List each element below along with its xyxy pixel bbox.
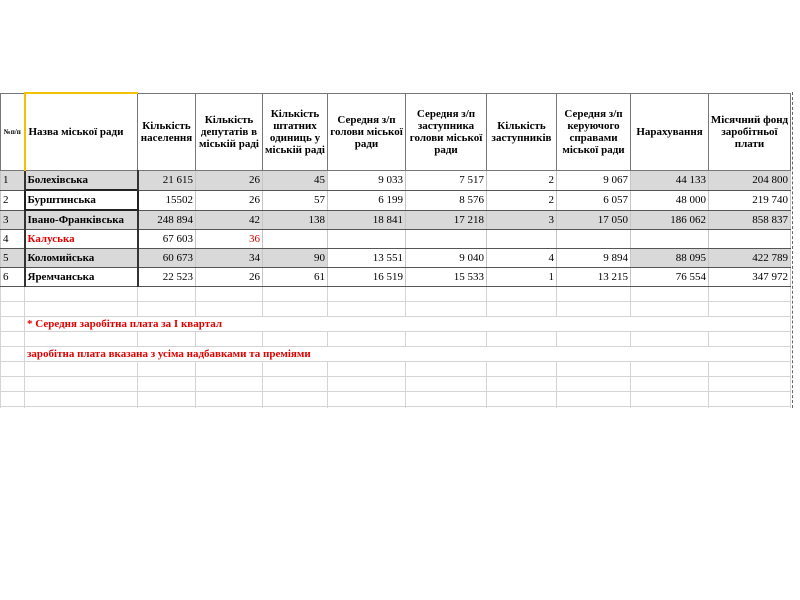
empty-cell[interactable] <box>1 377 25 392</box>
empty-cell[interactable] <box>406 377 487 392</box>
table-row <box>1 249 791 268</box>
cell-deputy-salary[interactable] <box>406 230 487 249</box>
empty-cell[interactable] <box>631 302 709 317</box>
note-quarter[interactable]: * Середня заробітна плата за І квартал <box>25 317 791 332</box>
empty-cell[interactable] <box>263 392 328 407</box>
cell-deputies[interactable]: 26 <box>196 171 263 191</box>
empty-cell[interactable] <box>487 302 557 317</box>
header-name[interactable]: Назва міської ради <box>25 93 138 171</box>
cell-manager-salary[interactable]: 9 894 <box>557 249 631 268</box>
cell-name[interactable]: Бурштинська <box>25 190 138 210</box>
empty-cell[interactable] <box>25 392 138 407</box>
cell-num[interactable]: 5 <box>1 249 25 268</box>
empty-row <box>1 377 791 392</box>
empty-cell[interactable] <box>1 362 25 377</box>
table-row <box>1 190 791 210</box>
cell-deputy-salary[interactable]: 17 218 <box>406 210 487 230</box>
cell-fund[interactable] <box>709 230 791 249</box>
empty-cell[interactable] <box>406 332 487 347</box>
empty-cell[interactable] <box>709 377 791 392</box>
cell-deputies-count[interactable]: 3 <box>487 210 557 230</box>
cell-population[interactable]: 15502 <box>138 190 196 210</box>
empty-cell[interactable] <box>709 392 791 407</box>
cell-name[interactable]: Болехівська <box>25 171 138 191</box>
spreadsheet[interactable] <box>0 92 793 408</box>
empty-cell[interactable] <box>1 302 25 317</box>
cell-deputies-count[interactable]: 2 <box>487 190 557 210</box>
empty-cell[interactable] <box>557 392 631 407</box>
cell-fund[interactable]: 204 800 <box>709 171 791 191</box>
cell-fund[interactable]: 219 740 <box>709 190 791 210</box>
empty-cell[interactable] <box>196 302 263 317</box>
empty-cell[interactable] <box>196 407 263 409</box>
cell-manager-salary[interactable] <box>557 230 631 249</box>
cell-deputies-count[interactable] <box>487 230 557 249</box>
empty-cell[interactable] <box>487 287 557 302</box>
cell-staff[interactable]: 57 <box>263 190 328 210</box>
empty-row <box>1 392 791 407</box>
cell-staff[interactable] <box>263 230 328 249</box>
table-row <box>1 210 791 230</box>
empty-cell[interactable] <box>138 377 196 392</box>
cell-manager-salary[interactable]: 17 050 <box>557 210 631 230</box>
empty-cell[interactable] <box>138 407 196 409</box>
empty-cell[interactable] <box>328 377 406 392</box>
header-deputies[interactable]: Кількість депутатів в міській раді <box>196 93 263 171</box>
cell-manager-salary[interactable]: 6 057 <box>557 190 631 210</box>
table-row <box>1 230 791 249</box>
empty-cell[interactable] <box>709 302 791 317</box>
empty-cell[interactable] <box>487 407 557 409</box>
cell-fund[interactable]: 422 789 <box>709 249 791 268</box>
cell-deputies[interactable]: 26 <box>196 190 263 210</box>
empty-cell[interactable] <box>196 362 263 377</box>
note-bonuses[interactable]: заробітна плата вказана з усіма надбавками та преміями <box>25 347 791 362</box>
empty-cell[interactable] <box>138 332 196 347</box>
header-num[interactable]: №п/п <box>1 93 25 171</box>
cell-manager-salary[interactable]: 13 215 <box>557 268 631 287</box>
empty-cell[interactable] <box>328 287 406 302</box>
cell-head-salary[interactable] <box>328 230 406 249</box>
empty-cell[interactable] <box>25 332 138 347</box>
cell-accrual[interactable]: 44 133 <box>631 171 709 191</box>
empty-cell[interactable] <box>1 317 25 332</box>
empty-cell[interactable] <box>263 377 328 392</box>
empty-cell[interactable] <box>557 407 631 409</box>
cell-fund[interactable]: 347 972 <box>709 268 791 287</box>
empty-cell[interactable] <box>25 287 138 302</box>
empty-cell[interactable] <box>557 377 631 392</box>
cell-population[interactable]: 21 615 <box>138 171 196 191</box>
cell-deputies-count[interactable]: 2 <box>487 171 557 191</box>
cell-name[interactable]: Коломийська <box>25 249 138 268</box>
cell-head-salary[interactable]: 9 033 <box>328 171 406 191</box>
cell-num[interactable]: 6 <box>1 268 25 287</box>
empty-cell[interactable] <box>138 392 196 407</box>
cell-name[interactable]: Яремчанська <box>25 268 138 287</box>
header-population[interactable]: Кількість населення <box>138 93 196 171</box>
cell-head-salary[interactable]: 13 551 <box>328 249 406 268</box>
empty-cell[interactable] <box>631 287 709 302</box>
header-accrual[interactable]: Нарахування <box>631 93 709 171</box>
empty-cell[interactable] <box>487 362 557 377</box>
cell-population[interactable]: 22 523 <box>138 268 196 287</box>
empty-cell[interactable] <box>1 407 25 409</box>
empty-cell[interactable] <box>25 407 138 409</box>
empty-cell[interactable] <box>328 407 406 409</box>
empty-cell[interactable] <box>263 332 328 347</box>
empty-cell[interactable] <box>196 377 263 392</box>
empty-row <box>1 362 791 377</box>
cell-deputy-salary[interactable]: 7 517 <box>406 171 487 191</box>
empty-cell[interactable] <box>557 287 631 302</box>
empty-cell[interactable] <box>263 302 328 317</box>
empty-cell[interactable] <box>1 392 25 407</box>
header-deputy-salary[interactable]: Середня з/п заступника голови міської ради <box>406 93 487 171</box>
cell-head-salary[interactable]: 18 841 <box>328 210 406 230</box>
empty-row <box>1 407 791 409</box>
empty-cell[interactable] <box>1 287 25 302</box>
empty-cell[interactable] <box>138 362 196 377</box>
empty-cell[interactable] <box>263 362 328 377</box>
salary-table <box>0 92 791 408</box>
cell-deputies[interactable]: 36 <box>196 230 263 249</box>
empty-cell[interactable] <box>406 407 487 409</box>
empty-cell[interactable] <box>487 332 557 347</box>
empty-cell[interactable] <box>196 287 263 302</box>
empty-cell[interactable] <box>631 332 709 347</box>
empty-cell[interactable] <box>406 392 487 407</box>
empty-cell[interactable] <box>138 302 196 317</box>
empty-cell[interactable] <box>557 302 631 317</box>
cell-fund[interactable]: 858 837 <box>709 210 791 230</box>
empty-cell[interactable] <box>406 287 487 302</box>
cell-deputies[interactable]: 42 <box>196 210 263 230</box>
cell-staff[interactable]: 90 <box>263 249 328 268</box>
empty-cell[interactable] <box>328 302 406 317</box>
header-head-salary[interactable]: Середня з/п голови міської ради <box>328 93 406 171</box>
empty-cell[interactable] <box>328 392 406 407</box>
empty-cell[interactable] <box>263 407 328 409</box>
empty-cell[interactable] <box>631 362 709 377</box>
cell-accrual[interactable] <box>631 230 709 249</box>
cell-deputies[interactable]: 34 <box>196 249 263 268</box>
cell-staff[interactable]: 45 <box>263 171 328 191</box>
header-staff[interactable]: Кількість штатних одиниць у міській раді <box>263 93 328 171</box>
cell-population[interactable]: 67 603 <box>138 230 196 249</box>
cell-staff[interactable]: 61 <box>263 268 328 287</box>
cell-num[interactable]: 2 <box>1 190 25 210</box>
cell-manager-salary[interactable]: 9 067 <box>557 171 631 191</box>
cell-accrual[interactable]: 186 062 <box>631 210 709 230</box>
cell-num[interactable]: 4 <box>1 230 25 249</box>
cell-name[interactable]: Калуська <box>25 230 138 249</box>
empty-cell[interactable] <box>709 332 791 347</box>
cell-staff[interactable]: 138 <box>263 210 328 230</box>
empty-cell[interactable] <box>196 332 263 347</box>
empty-row <box>1 287 791 302</box>
empty-cell[interactable] <box>631 392 709 407</box>
header-fund[interactable]: Місячний фонд заробітньої плати <box>709 93 791 171</box>
cell-head-salary[interactable]: 6 199 <box>328 190 406 210</box>
empty-cell[interactable] <box>25 377 138 392</box>
empty-cell[interactable] <box>263 287 328 302</box>
empty-cell[interactable] <box>709 407 791 409</box>
cell-accrual[interactable]: 48 000 <box>631 190 709 210</box>
empty-cell[interactable] <box>1 332 25 347</box>
empty-row <box>1 302 791 317</box>
empty-cell[interactable] <box>557 332 631 347</box>
table-row <box>1 171 791 191</box>
cell-population[interactable]: 60 673 <box>138 249 196 268</box>
header-manager-salary[interactable]: Середня з/п керуючого справами міської ради <box>557 93 631 171</box>
cell-deputy-salary[interactable]: 9 040 <box>406 249 487 268</box>
empty-cell[interactable] <box>487 392 557 407</box>
cell-accrual[interactable]: 88 095 <box>631 249 709 268</box>
empty-cell[interactable] <box>631 407 709 409</box>
empty-cell[interactable] <box>557 362 631 377</box>
empty-cell[interactable] <box>406 302 487 317</box>
empty-cell[interactable] <box>631 377 709 392</box>
empty-cell[interactable] <box>25 362 138 377</box>
empty-cell[interactable] <box>25 302 138 317</box>
empty-row <box>1 332 791 347</box>
header-deputies-count[interactable]: Кількість заступників <box>487 93 557 171</box>
empty-cell[interactable] <box>709 362 791 377</box>
cell-deputy-salary[interactable]: 15 533 <box>406 268 487 287</box>
cell-deputies-count[interactable]: 4 <box>487 249 557 268</box>
cell-num[interactable]: 3 <box>1 210 25 230</box>
empty-cell[interactable] <box>196 392 263 407</box>
cell-population[interactable]: 248 894 <box>138 210 196 230</box>
cell-deputies-count[interactable]: 1 <box>487 268 557 287</box>
empty-cell[interactable] <box>406 362 487 377</box>
empty-cell[interactable] <box>328 362 406 377</box>
note-row <box>1 347 791 362</box>
empty-cell[interactable] <box>1 347 25 362</box>
cell-deputies[interactable]: 26 <box>196 268 263 287</box>
empty-cell[interactable] <box>328 332 406 347</box>
empty-cell[interactable] <box>138 287 196 302</box>
table-row <box>1 268 791 287</box>
cell-num[interactable]: 1 <box>1 171 25 191</box>
empty-cell[interactable] <box>487 377 557 392</box>
cell-accrual[interactable]: 76 554 <box>631 268 709 287</box>
cell-head-salary[interactable]: 16 519 <box>328 268 406 287</box>
empty-cell[interactable] <box>709 287 791 302</box>
note-row <box>1 317 791 332</box>
cell-name[interactable]: Івано-Франківська <box>25 210 138 230</box>
cell-deputy-salary[interactable]: 8 576 <box>406 190 487 210</box>
header-row <box>1 93 791 171</box>
